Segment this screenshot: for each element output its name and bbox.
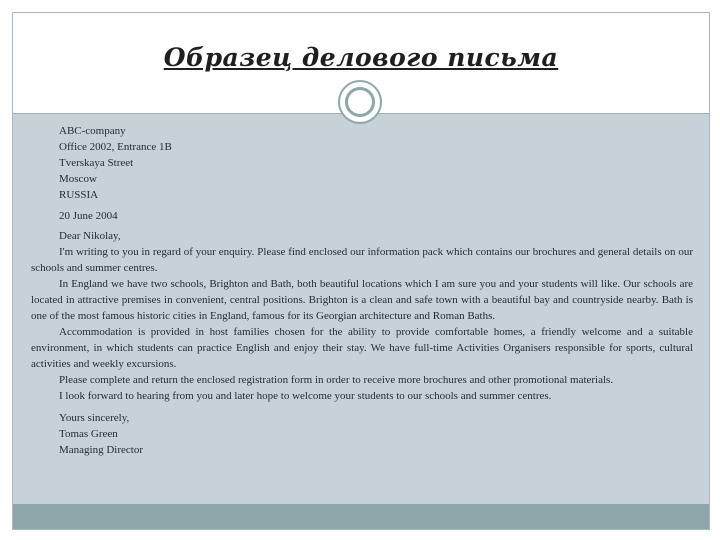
greeting: Dear Nikolay,	[59, 230, 121, 242]
address-line: Tverskaya Street	[59, 157, 134, 169]
signature-title: Managing Director	[59, 444, 143, 456]
address-line: ABC-company	[59, 125, 126, 137]
address-line: RUSSIA	[59, 189, 99, 201]
slide	[12, 12, 710, 530]
business-letter	[31, 123, 693, 458]
page-title: Образец делового письма	[163, 43, 559, 72]
body-paragraph: I'm writing to you in regard of your enquiry. Please find enclosed our information pack which contains our brochures and general details on our schools and summer centres.	[31, 246, 693, 274]
footer-bar	[13, 504, 709, 529]
signature-name: Tomas Green	[59, 428, 118, 440]
circle-emblem-inner	[345, 87, 375, 117]
circle-emblem-icon	[338, 80, 382, 124]
letter-date: 20 June 2004	[59, 210, 118, 222]
closing-line: Yours sincerely,	[59, 412, 130, 424]
body-paragraph: Accommodation is provided in host families chosen for the ability to provide comfortable homes, a friendly welcome and a suitable environment, in which students can practice English and enjoy their stay. We have full-time Activities Organisers responsible for sports, cultural activities and weekly excursions.	[31, 326, 693, 370]
body-paragraph: I look forward to hearing from you and later hope to welcome your students to our schools and summer centres.	[59, 390, 552, 402]
address-line: Office 2002, Entrance 1B	[59, 141, 172, 153]
body-paragraph: In England we have two schools, Brighton and Bath, both beautiful locations which I am sure you and your students will like. Our schools are located in attractive premises in convenient, central positions. Brighton is a clean and safe town with a beautiful bay and countryside nearby. Bath is one of the most famous historic cities in England, famous for its Georgian architecture and Roman Baths.	[31, 278, 693, 322]
body-paragraph: Please complete and return the enclosed registration form in order to receive more brochures and other promotional materials.	[59, 374, 614, 386]
address-line: Moscow	[59, 173, 97, 185]
letter-content-area	[13, 114, 709, 504]
